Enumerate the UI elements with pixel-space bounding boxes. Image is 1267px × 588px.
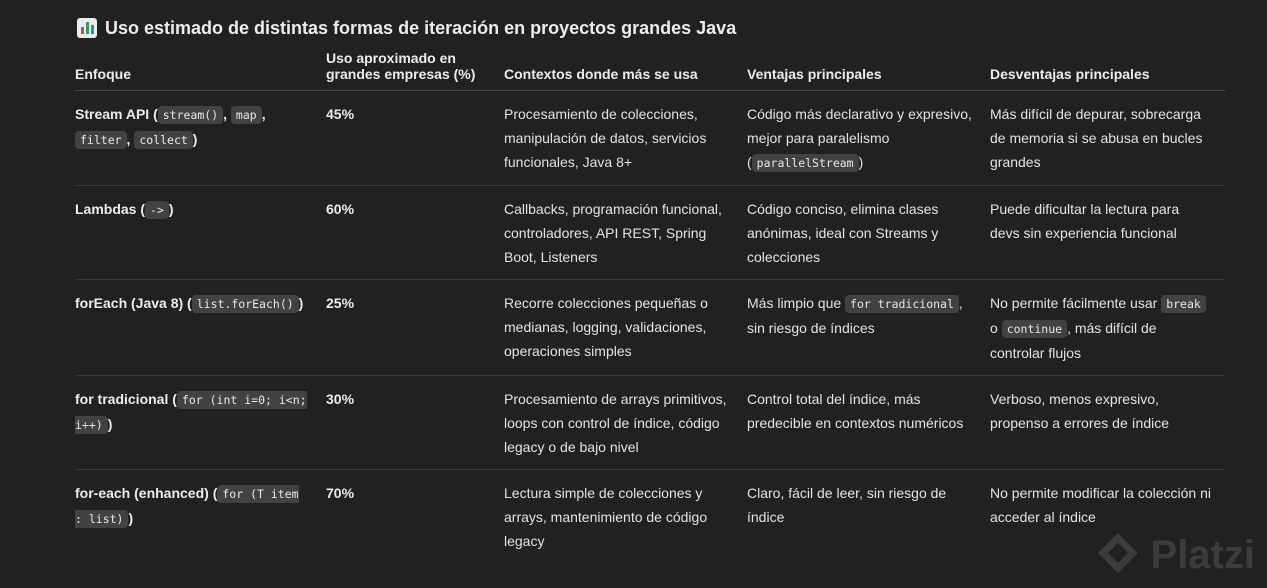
page-title-text: Uso estimado de distintas formas de iteración en proyectos grandes Java [105,17,737,38]
approach-name: for tradicional [75,391,169,407]
cell-contexts: Procesamiento de arrays primitivos, loops con control de índice, código legacy o de bajo nivel [504,376,747,470]
cell-disadvantages: Puede dificultar la lectura para devs sin experiencia funcional [990,186,1225,280]
comparison-table [75,50,1225,563]
table-row [75,186,1225,280]
cell-advantages: Código conciso, elimina clases anónimas, ideal con Streams y colecciones [747,186,990,280]
advantages-text: Código más declarativo y expresivo, mejor para paralelismo [747,106,972,146]
table-row [75,376,1225,470]
approach-name: forEach (Java 8) [75,295,184,311]
cell-usage: 45% [326,91,504,186]
header-contexts: Contextos donde más se usa [504,50,747,91]
table-header-row [75,50,1225,91]
advantages-suffix: , sin riesgo de índices [747,295,963,336]
cell-advantages: Código más declarativo y expresivo, mejor para paralelismo ( parallelStream ) [747,91,990,186]
inline-code: map [231,106,262,124]
cell-usage: 60% [326,186,504,280]
cell-contexts: Callbacks, programación funcional, controladores, API REST, Spring Boot, Listeners [504,186,747,280]
header-approach: Enfoque [75,50,326,91]
table-row [75,470,1225,564]
advantages-prefix: Más limpio que [747,295,842,311]
table-row [75,280,1225,376]
cell-approach: forEach (Java 8) ( list.forEach() ) [75,280,326,376]
inline-code: stream() [158,106,223,124]
page-title [75,14,736,42]
cell-approach: for tradicional ( for (int i=0; i<n; i++) ) [75,376,326,470]
disadvantages-mid: o [990,320,998,336]
cell-advantages: Claro, fácil de leer, sin riesgo de índice [747,485,947,525]
cell-advantages [747,280,990,376]
header-advantages: Ventajas principales [747,50,990,91]
table-row [75,91,1225,186]
inline-code: break [1161,295,1206,313]
disadvantages-suffix: , más difícil de controlar flujos [990,320,1157,361]
cell-contexts: Recorre colecciones pequeñas o medianas, logging, validaciones, operaciones simples [504,280,747,376]
cell-disadvantages: Verboso, menos expresivo, propenso a errores de índice [990,376,1225,470]
approach-name: Stream API [75,106,150,122]
cell-disadvantages [990,280,1225,376]
cell-usage: 30% [326,376,504,470]
cell-approach: Lambdas ( -> ) [75,186,326,280]
inline-code: for tradicional [845,295,959,313]
inline-code: for (T item : list) [75,487,299,526]
cell-disadvantages: No permite modificar la colección ni acceder al índice [990,485,1211,525]
inline-code: list.forEach() [192,295,299,313]
header-disadvantages: Desventajas principales [990,50,1225,91]
approach-name: Lambdas [75,201,137,217]
inline-code: for (int i=0; i<n; i++) [75,393,307,432]
cell-disadvantages: Más difícil de depurar, sobrecarga de memoria si se abusa en bucles grandes [990,91,1225,186]
watermark-text: Platzi [1150,532,1255,577]
cell-usage: 70% [326,485,355,501]
cell-usage: 25% [326,280,504,376]
cell-approach: Stream API ( stream() , map , filter , collect ) [75,91,326,186]
bar-chart-icon [77,18,97,38]
inline-code: filter [75,131,127,149]
approach-name: for-each (enhanced) [75,485,209,501]
cell-approach: for-each (enhanced) ( for (T item : list) ) [75,485,299,526]
header-usage: Uso aproximado en grandes empresas (%) [326,50,504,91]
cell-advantages: Control total del índice, más predecible en contextos numéricos [747,376,990,470]
disadvantages-prefix: No permite fácilmente usar [990,295,1158,311]
cell-contexts: Procesamiento de colecciones, manipulación de datos, servicios funcionales, Java 8+ [504,91,747,186]
inline-code: parallelStream [752,154,859,172]
inline-code: collect [134,131,192,149]
cell-contexts: Lectura simple de colecciones y arrays, mantenimiento de código legacy [504,485,708,549]
inline-code: continue [1002,320,1067,338]
inline-code: -> [145,201,169,219]
